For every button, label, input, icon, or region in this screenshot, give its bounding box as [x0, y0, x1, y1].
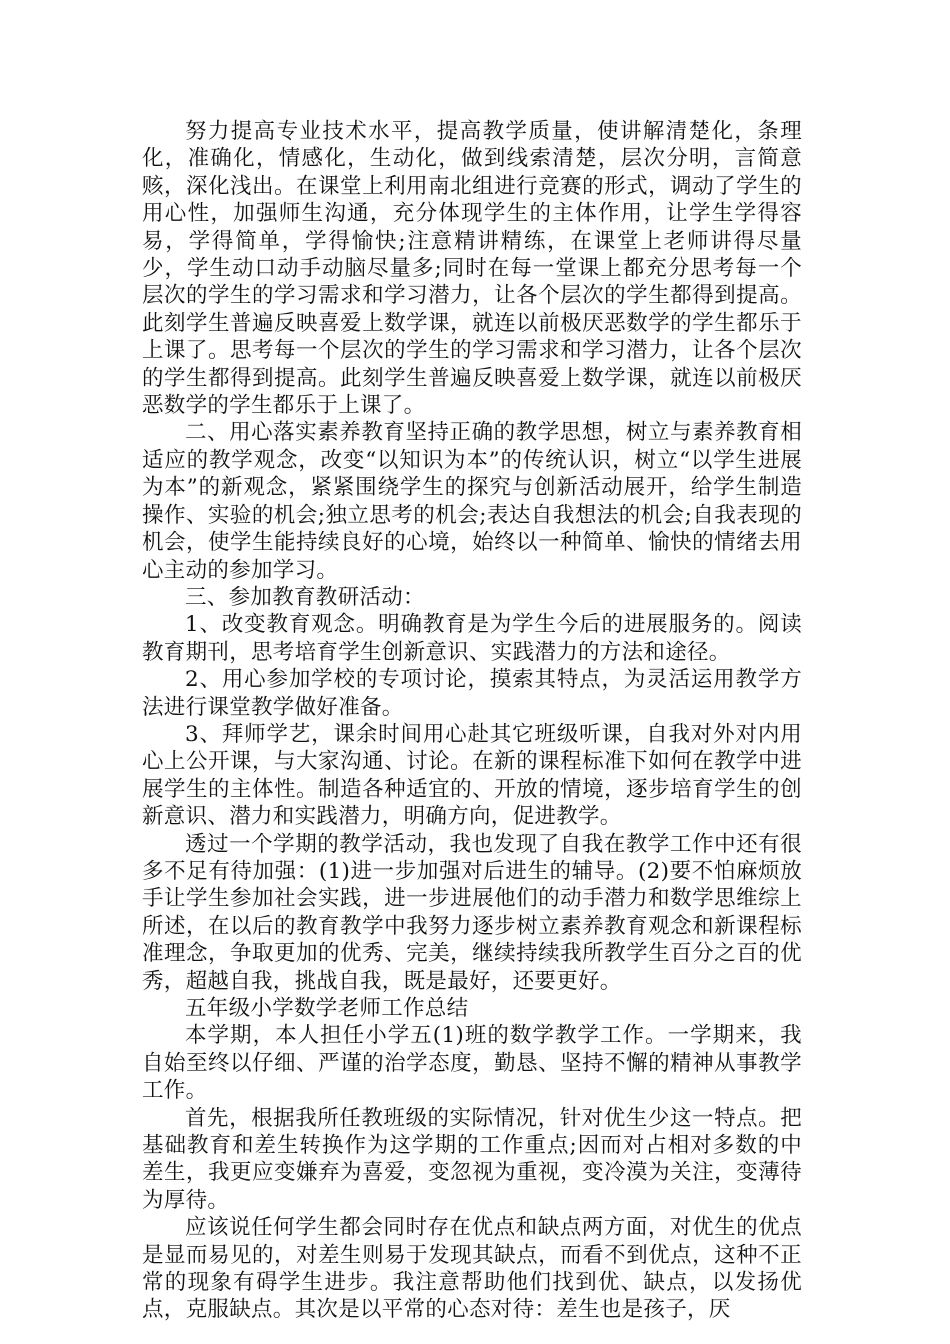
- paragraph-item-2: 2、用心参加学校的专项讨论，摸索其特点，为灵活运用教学方法进行课堂教学做好准备。: [142, 667, 802, 720]
- paragraph-quality-education: 二、用心落实素养教育坚持正确的教学思想，树立与素养教育相适应的教学观念，改变“以知识为本”的传统认识，树立“以学生进展为本”的新观念，紧紧围绕学生的探究与创新活动展开，给学生制造操作、实验的机会;独立思考的机会;表达自我想法的机会;自我表现的机会，使学生能持续良好的心境，始终以一种简单、愉快的情绪去用心主动的参加学习。: [142, 420, 802, 583]
- paragraph-teaching-quality: 努力提高专业技术水平，提高教学质量，使讲解清楚化，条理化，准确化，情感化，生动化，做到线索清楚，层次分明，言简意赅，深化浅出。在课堂上利用南北组进行竞赛的形式，调动了学生的用心性，加强师生沟通，充分体现学生的主体作用，让学生学得容易，学得简单，学得愉快;注意精讲精练，在课堂上老师讲得尽量少，学生动口动手动脑尽量多;同时在每一堂课上都充分思考每一个层次的学生的学习需求和学习潜力，让各个层次的学生都得到提高。此刻学生普遍反映喜爱上数学课，就连以前极厌恶数学的学生都乐于上课了。思考每一个层次的学生的学习需求和学习潜力，让各个层次的学生都得到提高。此刻学生普遍反映喜爱上数学课，就连以前极厌恶数学的学生都乐于上课了。: [142, 119, 802, 419]
- paragraph-strengths: 应该说任何学生都会同时存在优点和缺点两方面，对优生的优点是显而易见的，对差生则易于发现其缺点，而看不到优点，这种不正常的现象有碍学生进步。我注意帮助他们找到优、缺点，以发扬优点，克服缺点。其次是以平常的心态对待：差生也是孩子，厌: [142, 1215, 802, 1323]
- paragraph-research-heading: 三、参加教育教研活动：: [185, 584, 425, 610]
- paragraph-first: 首先，根据我所任教班级的实际情况，针对优生少这一特点。把基础教育和差生转换作为这学期的工作重点;因而对占相对多数的中差生，我更应变嫌弃为喜爱，变忽视为重视，变冷漠为关注，变薄待为厚待。: [142, 1105, 802, 1213]
- paragraph-item-1: 1、改变教育观念。明确教育是为学生今后的进展服务的。阅读教育期刊，思考培育学生创新意识、实践潜力的方法和途径。: [142, 612, 802, 665]
- paragraph-reflection: 透过一个学期的教学活动，我也发现了自我在教学工作中还有很多不足有待加强：(1)进一步加强对后进生的辅导。(2)要不怕麻烦放手让学生参加社会实践，进一步进展他们的动手潜力和数学思维综上所述，在以后的教育教学中我努力逐步树立素养教育观念和新课程标准理念，争取更加的优秀、完美，继续持续我所教学生百分之百的优秀，超越自我，挑战自我，既是最好，还要更好。: [142, 831, 802, 994]
- paragraph-item-3: 3、拜师学艺，课余时间用心赴其它班级听课，自我对外对内用心上公开课，与大家沟通、讨论。在新的课程标准下如何在教学中进展学生的主体性。制造各种适宜的、开放的情境，逐步培育学生的创新意识、潜力和实践潜力，明确方向，促进教学。: [142, 721, 802, 830]
- section-title: 五年级小学数学老师工作总结: [185, 996, 469, 1021]
- paragraph-intro: 本学期，本人担任小学五(1)班的数学教学工作。一学期来，我自始至终以仔细、严谨的治学态度，勤恳、坚持不懈的精神从事教学工作。: [142, 1023, 802, 1104]
- document-body: [142, 118, 802, 1324]
